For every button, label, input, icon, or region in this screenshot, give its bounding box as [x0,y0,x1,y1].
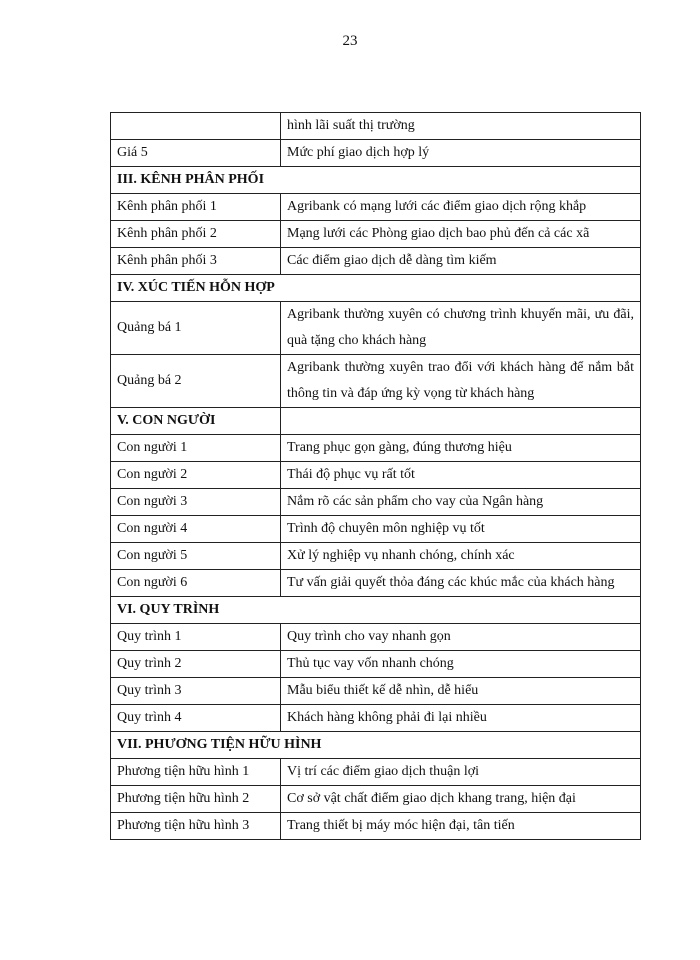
item-description-cell: Quy trình cho vay nhanh gọn [281,624,641,651]
item-code-cell: Quy trình 2 [111,651,281,678]
table-row [111,140,641,167]
item-description-cell: Mẫu biểu thiết kế dễ nhìn, dễ hiểu [281,678,641,705]
item-description-cell: Trang thiết bị máy móc hiện đại, tân tiến [281,813,641,840]
item-description-cell: Tư vấn giải quyết thỏa đáng các khúc mắc của khách hàng [281,570,641,597]
table-row [111,516,641,543]
section-empty-cell [281,408,641,435]
table-row [111,624,641,651]
item-code-cell: Con người 5 [111,543,281,570]
section-title: IV. XÚC TIẾN HỖN HỢP [111,275,641,302]
table-row [111,705,641,732]
item-description-cell: Mạng lưới các Phòng giao dịch bao phủ đến cả các xã [281,221,641,248]
item-code-cell: Con người 4 [111,516,281,543]
item-description-cell: Khách hàng không phải đi lại nhiều [281,705,641,732]
item-code-cell: Con người 6 [111,570,281,597]
table-row [111,651,641,678]
section-title: V. CON NGƯỜI [111,408,281,435]
item-code-cell: Giá 5 [111,140,281,167]
table-row [111,435,641,462]
item-code-cell: Kênh phân phối 3 [111,248,281,275]
table-row [111,678,641,705]
item-code-cell: Quy trình 4 [111,705,281,732]
table-row [111,543,641,570]
item-code-cell: Kênh phân phối 2 [111,221,281,248]
item-description-cell: Vị trí các điểm giao dịch thuận lợi [281,759,641,786]
section-header-row [111,275,641,302]
section-header-row [111,167,641,194]
section-title: III. KÊNH PHÂN PHỐI [111,167,641,194]
item-description-cell: Agribank thường xuyên trao đổi với khách hàng để nắm bắt thông tin và đáp ứng kỳ vọng từ khách hàng [281,355,641,408]
table-row [111,489,641,516]
item-description-cell: Cơ sở vật chất điểm giao dịch khang trang, hiện đại [281,786,641,813]
item-code-cell: Con người 1 [111,435,281,462]
item-code-cell: Quy trình 3 [111,678,281,705]
section-title: VI. QUY TRÌNH [111,597,641,624]
item-description-cell: Nắm rõ các sản phẩm cho vay của Ngân hàng [281,489,641,516]
section-title: VII. PHƯƠNG TIỆN HỮU HÌNH [111,732,641,759]
item-code-cell: Quảng bá 1 [111,302,281,355]
item-code-cell [111,113,281,140]
item-code-cell: Con người 3 [111,489,281,516]
item-code-cell: Quy trình 1 [111,624,281,651]
table-row [111,786,641,813]
item-description-cell: Agribank có mạng lưới các điểm giao dịch rộng khắp [281,194,641,221]
item-description-cell: Xử lý nghiệp vụ nhanh chóng, chính xác [281,543,641,570]
table-row [111,759,641,786]
section-header-row [111,408,641,435]
item-code-cell: Phương tiện hữu hình 2 [111,786,281,813]
table-row [111,194,641,221]
survey-table [110,112,641,840]
table-row [111,813,641,840]
item-code-cell: Kênh phân phối 1 [111,194,281,221]
table-row [111,570,641,597]
item-description-cell: Thái độ phục vụ rất tốt [281,462,641,489]
item-code-cell: Phương tiện hữu hình 1 [111,759,281,786]
item-description-cell: Agribank thường xuyên có chương trình khuyến mãi, ưu đãi, quà tặng cho khách hàng [281,302,641,355]
table-row [111,302,641,355]
item-code-cell: Con người 2 [111,462,281,489]
table-row [111,355,641,408]
item-description-cell: Thủ tục vay vốn nhanh chóng [281,651,641,678]
item-description-cell: hình lãi suất thị trường [281,113,641,140]
table-row [111,248,641,275]
item-description-cell: Trang phục gọn gàng, đúng thương hiệu [281,435,641,462]
page-number: 23 [342,33,358,49]
section-header-row [111,597,641,624]
survey-table-body [111,113,641,840]
item-description-cell: Mức phí giao dịch hợp lý [281,140,641,167]
item-description-cell: Trình độ chuyên môn nghiệp vụ tốt [281,516,641,543]
item-description-cell: Các điểm giao dịch dễ dàng tìm kiếm [281,248,641,275]
item-code-cell: Phương tiện hữu hình 3 [111,813,281,840]
table-row [111,221,641,248]
item-code-cell: Quảng bá 2 [111,355,281,408]
table-row [111,462,641,489]
section-header-row [111,732,641,759]
table-row [111,113,641,140]
